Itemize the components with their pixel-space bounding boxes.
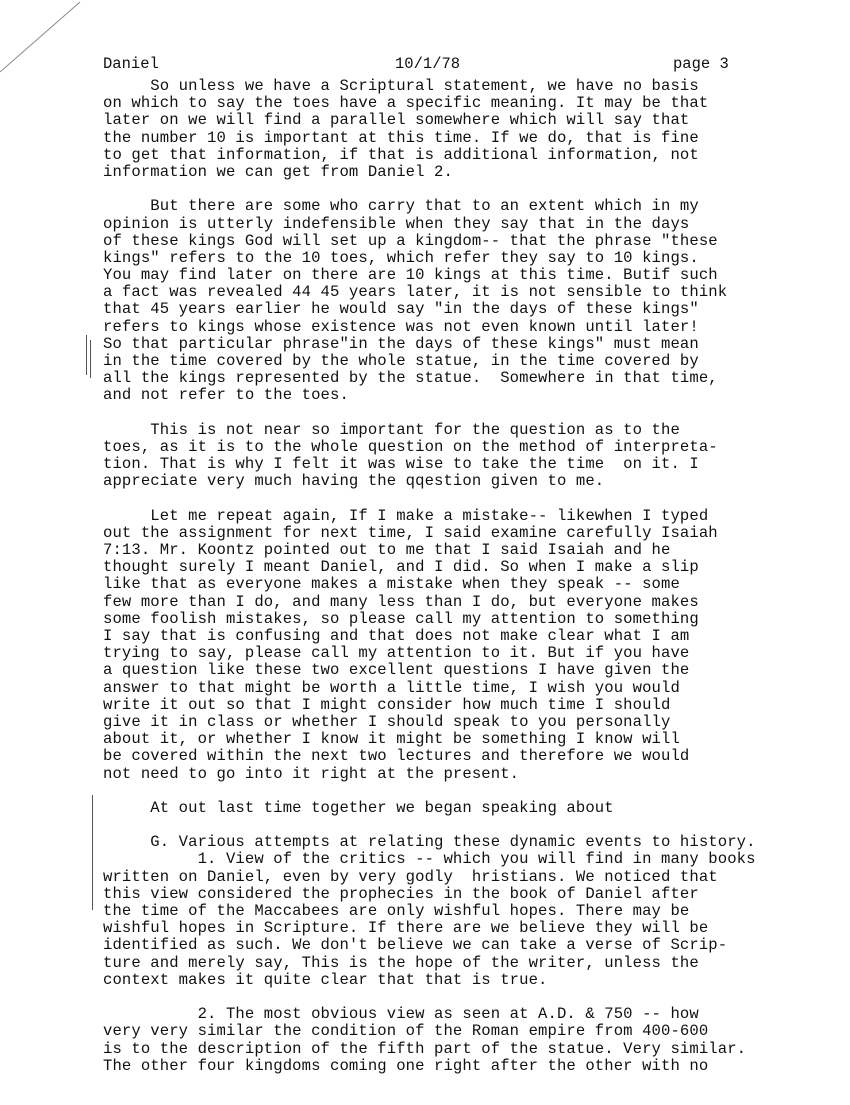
text-line: is to the description of the fifth part of the statue. Very similar.: [103, 1039, 747, 1058]
text-line: about it, or whether I know it might be something I know will: [103, 730, 680, 749]
text-line: kings" refers to the 10 toes, which refer they say to 10 kings.: [103, 248, 699, 267]
text-line: 1. View of the critics -- which you will find in many books: [103, 850, 756, 869]
text-line: few more than I do, and many less than I do, but everyone makes: [103, 592, 699, 611]
text-line: trying to say, please call my attention to it. But if you have: [103, 644, 690, 663]
text-line: toes, as it is to the whole question on the method of interpreta-: [103, 437, 718, 456]
text-line: like that as everyone makes a mistake when they speak -- some: [103, 575, 680, 594]
header-author: Daniel: [103, 55, 159, 73]
paragraph: [103, 422, 823, 491]
text-line: the number 10 is important at this time. If we do, that is fine: [103, 128, 699, 147]
text-line: wishful hopes in Scripture. If there are we believe they will be: [103, 919, 709, 938]
paragraph-gap: [103, 405, 823, 422]
header-page-number: page 3: [673, 55, 729, 73]
margin-mark: [86, 335, 87, 375]
paragraph: [103, 78, 823, 181]
text-line: The other four kingdoms coming one right after the other with no: [103, 1056, 709, 1075]
paragraph: [103, 834, 823, 989]
text-line: identified as such. We don't believe we can take a verse of Scrip-: [103, 936, 728, 955]
text-line: give it in class or whether I should speak to you personally: [103, 712, 671, 731]
text-line: I say that is confusing and that does not make clear what I am: [103, 627, 690, 645]
text-line: all the kings represented by the statue. Somewhere in that time,: [103, 369, 718, 388]
text-line: But there are some who carry that to an extent which in my: [103, 197, 699, 216]
text-line: context makes it quite clear that that is true.: [103, 970, 548, 989]
text-line: this view considered the prophecies in the book of Daniel after: [103, 884, 699, 903]
text-line: So that particular phrase"in the days of these kings" must mean: [103, 334, 699, 353]
text-line: a fact was revealed 44 45 years later, it is not sensible to think: [103, 283, 728, 302]
scan-corner-mark: [0, 0, 120, 80]
text-line: At out last time together we began speaking about: [103, 798, 614, 817]
text-line: ture and merely say, This is the hope of the writer, unless the: [103, 953, 699, 972]
paragraph: [103, 198, 823, 404]
text-line: very very similar the condition of the Roman empire from 400-600: [103, 1022, 709, 1041]
text-line: in the time covered by the whole statue, in the time covered by: [103, 352, 699, 370]
text-line: be covered within the next two lectures and therefore we would: [103, 747, 690, 766]
text-line: G. Various attempts at relating these dynamic events to history.: [103, 833, 756, 852]
paragraph: [103, 1006, 823, 1075]
text-line: Let me repeat again, If I make a mistake-- likewhen I typed: [103, 506, 709, 525]
paragraph-gap: [103, 181, 823, 198]
text-line: So unless we have a Scriptural statement, we have no basis: [103, 77, 699, 95]
paragraph-gap: [103, 817, 823, 834]
text-line: answer to that might be worth a little time, I wish you would: [103, 678, 680, 697]
text-line: write it out so that I might consider how much time I should: [103, 695, 671, 714]
text-line: a question like these two excellent questions I have given the: [103, 661, 690, 680]
text-line: later on we will find a parallel somewhere which will say that: [103, 111, 690, 130]
paragraph: [103, 800, 823, 817]
text-line: thought surely I meant Daniel, and I did. So when I make a slip: [103, 558, 699, 577]
text-line: information we can get from Daniel 2.: [103, 162, 453, 181]
text-line: and not refer to the toes.: [103, 386, 349, 405]
document-body: [103, 78, 823, 1075]
text-line: not need to go into it right at the present.: [103, 764, 520, 783]
text-line: You may find later on there are 10 kings at this time. Butif such: [103, 266, 718, 285]
text-line: some foolish mistakes, so please call my attention to something: [103, 609, 699, 628]
header-date: 10/1/78: [395, 55, 461, 73]
text-line: written on Daniel, even by very godly hristians. We noticed that: [103, 867, 718, 886]
text-line: out the assignment for next time, I said examine carefully Isaiah: [103, 523, 718, 542]
paragraph-gap: [103, 491, 823, 508]
text-line: opinion is utterly indefensible when they say that in the days: [103, 214, 690, 233]
paragraph: [103, 508, 823, 783]
margin-mark: [90, 340, 91, 378]
text-line: 7:13. Mr. Koontz pointed out to me that I said Isaiah and he: [103, 541, 671, 560]
paragraph-gap: [103, 989, 823, 1006]
text-line: appreciate very much having the qqestion given to me.: [103, 472, 605, 491]
text-line: refers to kings whose existence was not even known until later!: [103, 317, 699, 336]
text-line: 2. The most obvious view as seen at A.D. & 750 -- how: [103, 1005, 699, 1024]
margin-mark: [92, 795, 93, 910]
text-line: that 45 years earlier he would say "in the days of these kings": [103, 300, 699, 319]
text-line: of these kings God will set up a kingdom-- that the phrase "these: [103, 231, 718, 250]
text-line: This is not near so important for the question as to the: [103, 420, 680, 439]
text-line: to get that information, if that is additional information, not: [103, 145, 699, 164]
text-line: on which to say the toes have a specific meaning. It may be that: [103, 94, 709, 113]
text-line: the time of the Maccabees are only wishful hopes. There may be: [103, 902, 690, 920]
paragraph-gap: [103, 783, 823, 800]
text-line: tion. That is why I felt it was wise to take the time on it. I: [103, 455, 699, 474]
